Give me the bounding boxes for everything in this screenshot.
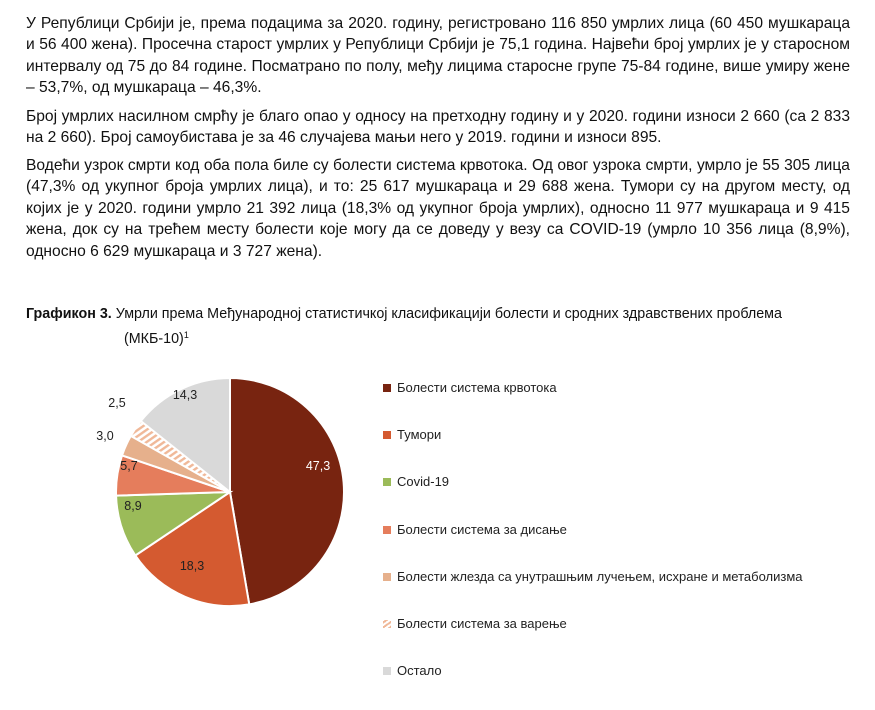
- paragraph-leading-causes: Водећи узрок смрти код оба пола биле су болести система крвотока. Од овог узрока смрти, умрло је 55 305 лица (47,3% од укупног броја умрлих лица), и то: 25 617 мушкараца и 29 688 жена. Тумори су на другом месту, од којих је у 2020. години умрло 21 392 лица (18,3% од укупног броја умрлих), односно 11 977 мушкараца и 9 415 жена, док су на трећем месту болести које могу да се доведу у везу са COVID-19 (умрло 10 356 лица (8,9%), односно 6 629 мушкараца и 3 727 жена).: [26, 157, 850, 260]
- legend-item-3: [383, 522, 802, 569]
- legend-label: Болести система за дисање: [397, 521, 567, 537]
- caption-label: Графикон 3.: [26, 306, 112, 322]
- legend-label: Болести система крвотока: [397, 380, 557, 395]
- legend-swatch: [383, 431, 391, 439]
- slice-label-4: 3,0: [96, 429, 114, 443]
- legend-item-4: [383, 569, 802, 616]
- legend-label: Тумори: [397, 427, 442, 443]
- legend-label: Остало: [397, 663, 442, 679]
- legend-swatch: [383, 620, 391, 628]
- legend-item-5: [383, 616, 802, 663]
- slice-label-0: 47,3: [305, 459, 331, 473]
- pie-chart: [0, 360, 380, 620]
- slice-label-3: 5,7: [120, 459, 138, 473]
- chart-caption: [26, 304, 856, 350]
- slice-label-5: 2,5: [108, 396, 126, 410]
- caption-text-line2: (МКБ-10): [124, 331, 184, 347]
- footnote-mark: 1: [183, 330, 189, 340]
- caption-text: Умрли према Међународној статистичкој класификацији болести и сродних здравствених проблема: [111, 306, 782, 322]
- slice-label-6: 14,3: [172, 388, 198, 402]
- pie-slice-0: [230, 378, 344, 604]
- legend-swatch: [383, 478, 391, 486]
- legend-item-1: [383, 427, 802, 474]
- slice-label-1: 18,3: [179, 559, 205, 573]
- legend-item-0: [383, 380, 802, 427]
- legend-label: Болести жлезда са унутрашњим лучењем, исхране и метаболизма: [397, 568, 803, 584]
- paragraph-violent-deaths: Број умрлих насилном смрћу је благо опао у односу на претходну годину и у 2020. години износи 2 660 (са 2 833 на 2 660). Број самоубистава је за 46 случајева мањи него у 2019. години и износи 895.: [26, 108, 850, 147]
- legend-item-2: [383, 474, 802, 521]
- chart-legend: [383, 380, 802, 710]
- legend-item-6: [383, 663, 802, 710]
- slice-label-2: 8,9: [124, 499, 142, 513]
- paragraph-deaths-overview: У Републици Србији је, према подацима за 2020. годину, регистровано 116 850 умрлих лица (60 450 мушкараца и 56 400 жена). Просечна старост умрлих у Републици Србији је 75,1 година. Највећи број умрлих је у старосном интервалу од 75 до 84 године. Посматрано по полу, међу лицима старосне групе 75-84 године, више умиру жене – 53,7%, од мушкараца – 46,3%.: [26, 15, 850, 97]
- legend-swatch: [383, 526, 391, 534]
- legend-label: Болести система за варење: [397, 615, 567, 631]
- legend-swatch: [383, 667, 391, 675]
- legend-label: Covid-19: [397, 474, 450, 490]
- legend-swatch: [383, 384, 391, 392]
- legend-swatch: [383, 573, 391, 581]
